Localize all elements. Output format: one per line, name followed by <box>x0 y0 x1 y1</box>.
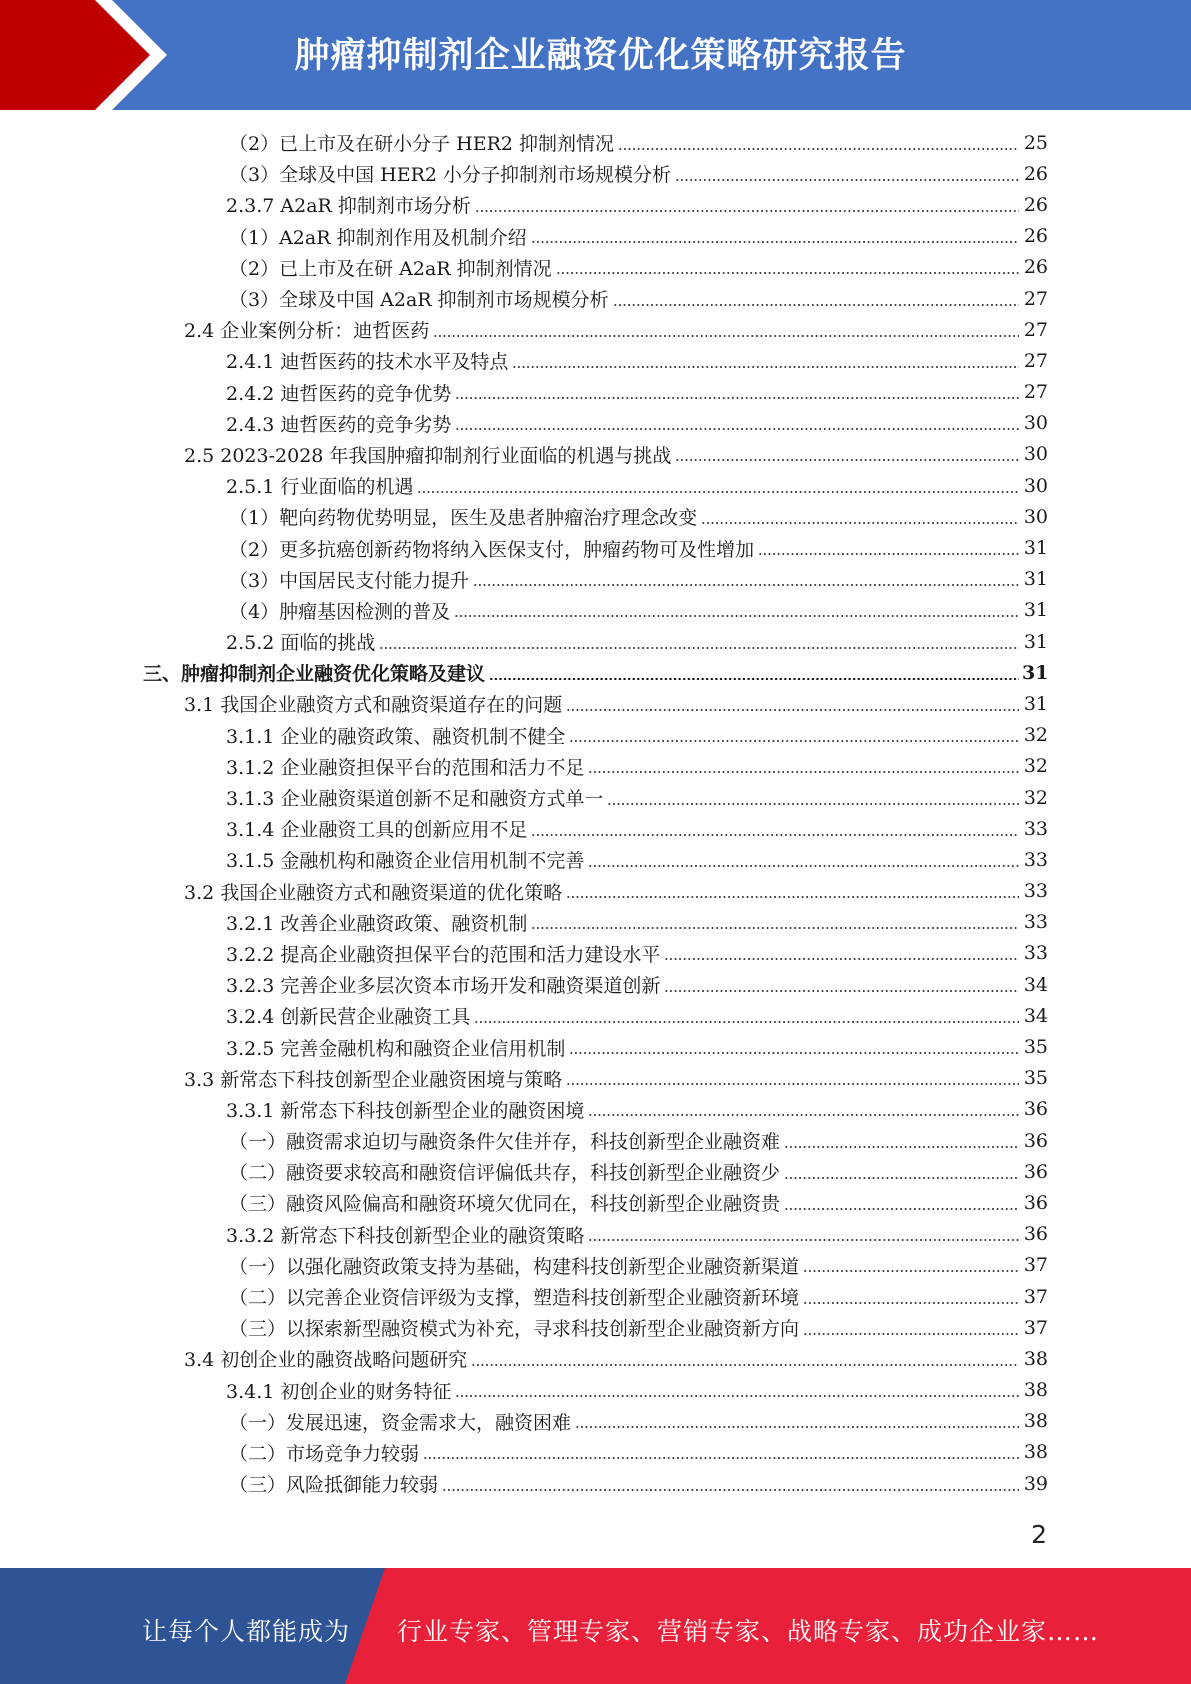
toc-entry[interactable] <box>229 1468 1048 1499</box>
toc-dot-leader <box>473 584 1019 586</box>
toc-dot-leader <box>675 179 1019 181</box>
toc-dot-leader <box>566 709 1019 711</box>
toc-dot-leader <box>569 1052 1019 1054</box>
toc-entry-title: （一）以强化融资政策支持为基础，构建科技创新型企业融资新渠道 <box>229 1255 800 1278</box>
toc-entry[interactable] <box>229 1156 1048 1187</box>
toc-dot-leader <box>588 1239 1019 1241</box>
toc-entry-title: （三）以探索新型融资模式为补充，寻求科技创新型企业融资新方向 <box>229 1318 800 1341</box>
toc-entry-page: 27 <box>1023 381 1048 404</box>
toc-entry-page: 38 <box>1023 1379 1048 1402</box>
toc-dot-leader <box>758 553 1019 555</box>
toc-entry-page: 34 <box>1023 973 1048 996</box>
toc-entry[interactable] <box>184 876 1048 907</box>
toc-entry-title: 3.3.2 新常态下科技创新型企业的融资策略 <box>226 1224 585 1247</box>
toc-entry-page: 31 <box>1023 537 1048 560</box>
toc-entry-title: 3.1.3 企业融资渠道创新不足和融资方式单一 <box>226 788 604 811</box>
toc-dot-leader <box>575 1426 1019 1428</box>
toc-entry-title: （1）靶向药物优势明显，医生及患者肿瘤治疗理念改变 <box>229 507 698 530</box>
toc-entry[interactable] <box>229 1312 1048 1343</box>
toc-entry[interactable] <box>226 720 1048 751</box>
toc-entry-title: （2）已上市及在研 A2aR 抑制剂情况 <box>229 257 552 280</box>
toc-entry[interactable] <box>226 1031 1048 1062</box>
toc-entry-title: 2.5.1 行业面临的机遇 <box>226 476 414 499</box>
toc-dot-leader <box>569 740 1019 742</box>
toc-entry[interactable] <box>226 969 1048 1000</box>
toc-entry[interactable] <box>229 221 1048 252</box>
toc-dot-leader <box>784 1177 1019 1179</box>
page-header <box>0 0 1191 110</box>
toc-entry-page: 26 <box>1023 256 1048 279</box>
toc-entry-page: 38 <box>1023 1347 1048 1370</box>
toc-entry-title: （1）A2aR 抑制剂作用及机制介绍 <box>229 226 527 249</box>
toc-entry-page: 37 <box>1023 1285 1048 1308</box>
toc-entry-page: 36 <box>1023 1098 1048 1121</box>
toc-entry-title: （2）已上市及在研小分子 HER2 抑制剂情况 <box>229 133 615 156</box>
toc-dot-leader <box>664 958 1019 960</box>
toc-entry[interactable] <box>226 938 1048 969</box>
toc-entry-title: （一）发展迅速，资金需求大，融资困难 <box>229 1411 572 1434</box>
toc-dot-leader <box>455 397 1019 399</box>
toc-dot-leader <box>588 1114 1019 1116</box>
toc-entry[interactable] <box>229 1437 1048 1468</box>
toc-entry[interactable] <box>229 501 1048 532</box>
toc-dot-leader <box>442 1489 1019 1491</box>
toc-entry[interactable] <box>184 1063 1048 1094</box>
toc-entry-page: 32 <box>1023 755 1048 778</box>
toc-entry-page: 34 <box>1023 1004 1048 1027</box>
toc-entry[interactable] <box>229 1281 1048 1312</box>
toc-entry[interactable] <box>226 907 1048 938</box>
toc-entry[interactable] <box>229 283 1048 314</box>
toc-entry-title: 2.4.1 迪哲医药的技术水平及特点 <box>226 351 509 374</box>
toc-entry-page: 33 <box>1023 911 1048 934</box>
toc-entry-title: 2.5.2 面临的挑战 <box>226 632 376 655</box>
toc-entry-title: 3.1.5 金融机构和融资企业信用机制不完善 <box>226 850 585 873</box>
table-of-contents <box>0 127 1191 1499</box>
toc-entry-title: （三）风险抵御能力较弱 <box>229 1474 439 1497</box>
toc-entry-page: 35 <box>1023 1036 1048 1059</box>
toc-entry[interactable] <box>229 1125 1048 1156</box>
toc-entry[interactable] <box>226 1094 1048 1125</box>
toc-entry-title: 3.3.1 新常态下科技创新型企业的融资困境 <box>226 1099 585 1122</box>
toc-dot-leader <box>556 272 1019 274</box>
toc-dot-leader <box>613 304 1019 306</box>
toc-entry-page: 32 <box>1023 724 1048 747</box>
toc-entry-title: 3.2.2 提高企业融资担保平台的范围和活力建设水平 <box>226 943 661 966</box>
toc-entry-page: 31 <box>1023 599 1048 622</box>
toc-dot-leader <box>489 678 1019 680</box>
toc-entry-page: 27 <box>1023 349 1048 372</box>
toc-entry-title: 3.1.2 企业融资担保平台的范围和活力不足 <box>226 756 585 779</box>
toc-dot-leader <box>803 1270 1019 1272</box>
toc-dot-leader <box>803 1302 1019 1304</box>
toc-entry[interactable] <box>226 844 1048 875</box>
toc-entry-title: （二）以完善企业资信评级为支撑，塑造科技创新型企业融资新环境 <box>229 1287 800 1310</box>
toc-entry[interactable] <box>226 408 1048 439</box>
toc-entry-title: 3.1.1 企业的融资政策、融资机制不健全 <box>226 725 566 748</box>
toc-entry-title: 3.1 我国企业融资方式和融资渠道存在的问题 <box>184 694 563 717</box>
page-number: 2 <box>1031 1520 1047 1549</box>
toc-entry[interactable] <box>143 657 1048 688</box>
toc-entry-title: 3.2.4 创新民营企业融资工具 <box>226 1006 471 1029</box>
toc-entry-page: 30 <box>1023 412 1048 435</box>
toc-entry[interactable] <box>184 439 1048 470</box>
toc-entry-title: 3.4.1 初创企业的财务特征 <box>226 1380 452 1403</box>
footer-slogan-right: 行业专家、管理专家、营销专家、战略专家、成功企业家…… <box>397 1617 1100 1646</box>
toc-dot-leader <box>803 1333 1019 1335</box>
toc-entry[interactable] <box>229 1250 1048 1281</box>
toc-entry[interactable] <box>226 626 1048 657</box>
toc-entry[interactable] <box>229 127 1048 158</box>
toc-entry[interactable] <box>229 1187 1048 1218</box>
toc-entry-page: 27 <box>1023 287 1048 310</box>
footer-slogan-left: 让每个人都能成为 <box>142 1617 351 1646</box>
toc-entry-page: 32 <box>1023 786 1048 809</box>
toc-entry[interactable] <box>184 688 1048 719</box>
toc-entry-page: 37 <box>1023 1316 1048 1339</box>
toc-entry-title: 3.3 新常态下科技创新型企业融资困境与策略 <box>184 1068 563 1091</box>
toc-entry-page: 31 <box>1023 630 1048 653</box>
toc-dot-leader <box>455 1395 1019 1397</box>
toc-dot-leader <box>474 1021 1019 1023</box>
toc-entry-title: 三、肿瘤抑制剂企业融资优化策略及建议 <box>143 663 486 686</box>
toc-entry[interactable] <box>226 470 1048 501</box>
toc-dot-leader <box>566 896 1019 898</box>
toc-entry-page: 36 <box>1023 1191 1048 1214</box>
toc-entry-title: 3.2.5 完善金融机构和融资企业信用机制 <box>226 1037 566 1060</box>
toc-entry-title: （4）肿瘤基因检测的普及 <box>229 600 451 623</box>
toc-entry-title: 2.4 企业案例分析：迪哲医药 <box>184 320 430 343</box>
toc-entry-page: 30 <box>1023 474 1048 497</box>
toc-entry-page: 26 <box>1023 162 1048 185</box>
toc-entry[interactable] <box>229 532 1048 563</box>
toc-entry-page: 26 <box>1023 193 1048 216</box>
report-title: 肿瘤抑制剂企业融资优化策略研究报告 <box>294 36 907 76</box>
toc-dot-leader <box>471 1364 1019 1366</box>
toc-entry[interactable] <box>226 813 1048 844</box>
toc-entry-page: 27 <box>1023 318 1048 341</box>
toc-entry[interactable] <box>229 564 1048 595</box>
toc-dot-leader <box>675 459 1019 461</box>
toc-entry-title: 2.4.3 迪哲医药的竞争劣势 <box>226 413 452 436</box>
toc-entry-page: 33 <box>1023 817 1048 840</box>
toc-entry-page: 36 <box>1023 1129 1048 1152</box>
toc-entry[interactable] <box>226 1375 1048 1406</box>
toc-entry[interactable] <box>226 1219 1048 1250</box>
toc-entry-title: （二）融资要求较高和融资信评偏低共存，科技创新型企业融资少 <box>229 1162 781 1185</box>
toc-entry-page: 31 <box>1023 692 1048 715</box>
toc-entry[interactable] <box>184 314 1048 345</box>
toc-entry-page: 33 <box>1023 942 1048 965</box>
toc-dot-leader <box>531 927 1019 929</box>
toc-entry-title: 2.5 2023-2028 年我国肿瘤抑制剂行业面临的机遇与挑战 <box>184 444 672 467</box>
toc-entry[interactable] <box>226 782 1048 813</box>
toc-dot-leader <box>379 647 1019 649</box>
toc-entry[interactable] <box>229 158 1048 189</box>
toc-entry-title: （3）中国居民支付能力提升 <box>229 569 470 592</box>
toc-entry-title: （3）全球及中国 A2aR 抑制剂市场规模分析 <box>229 289 609 312</box>
toc-entry-title: （二）市场竞争力较弱 <box>229 1442 420 1465</box>
toc-dot-leader <box>701 522 1019 524</box>
toc-dot-leader <box>784 1208 1019 1210</box>
toc-dot-leader <box>618 148 1019 150</box>
toc-entry-title: 2.3.7 A2aR 抑制剂市场分析 <box>226 195 471 218</box>
toc-dot-leader <box>475 210 1019 212</box>
toc-entry-page: 26 <box>1023 225 1048 248</box>
toc-dot-leader <box>512 366 1019 368</box>
toc-entry[interactable] <box>184 1343 1048 1374</box>
toc-entry-page: 33 <box>1023 880 1048 903</box>
toc-dot-leader <box>588 771 1019 773</box>
toc-dot-leader <box>531 241 1019 243</box>
toc-entry-page: 37 <box>1023 1254 1048 1277</box>
toc-entry-title: 3.2 我国企业融资方式和融资渠道的优化策略 <box>184 881 563 904</box>
toc-dot-leader <box>664 990 1019 992</box>
toc-dot-leader <box>433 335 1019 337</box>
toc-dot-leader <box>588 865 1019 867</box>
toc-entry-title: 3.1.4 企业融资工具的创新应用不足 <box>226 819 528 842</box>
toc-entry[interactable] <box>229 252 1048 283</box>
toc-dot-leader <box>566 1083 1019 1085</box>
toc-entry-page: 38 <box>1023 1441 1048 1464</box>
toc-entry[interactable] <box>226 345 1048 376</box>
page-footer <box>0 1568 1191 1684</box>
toc-entry-page: 25 <box>1023 131 1048 154</box>
toc-dot-leader <box>417 491 1019 493</box>
toc-entry[interactable] <box>229 595 1048 626</box>
toc-entry-title: 3.2.1 改善企业融资政策、融资机制 <box>226 912 528 935</box>
toc-entry-page: 31 <box>1022 661 1049 684</box>
toc-entry[interactable] <box>226 1000 1048 1031</box>
toc-dot-leader <box>423 1457 1019 1459</box>
toc-entry-page: 36 <box>1023 1223 1048 1246</box>
toc-entry[interactable] <box>226 189 1048 220</box>
toc-dot-leader <box>455 428 1019 430</box>
toc-entry-title: 3.2.3 完善企业多层次资本市场开发和融资渠道创新 <box>226 975 661 998</box>
toc-entry-title: （2）更多抗癌创新药物将纳入医保支付，肿瘤药物可及性增加 <box>229 538 755 561</box>
toc-entry[interactable] <box>229 1406 1048 1437</box>
toc-entry-title: （三）融资风险偏高和融资环境欠优同在，科技创新型企业融资贵 <box>229 1193 781 1216</box>
toc-entry[interactable] <box>226 377 1048 408</box>
toc-entry-page: 39 <box>1023 1472 1048 1495</box>
toc-entry-page: 30 <box>1023 505 1048 528</box>
toc-entry-title: 3.4 初创企业的融资战略问题研究 <box>184 1349 468 1372</box>
toc-dot-leader <box>531 834 1019 836</box>
toc-entry-title: （3）全球及中国 HER2 小分子抑制剂市场规模分析 <box>229 164 672 187</box>
toc-entry-page: 36 <box>1023 1160 1048 1183</box>
toc-dot-leader <box>454 615 1019 617</box>
toc-entry[interactable] <box>226 751 1048 782</box>
toc-entry-page: 38 <box>1023 1410 1048 1433</box>
toc-dot-leader <box>784 1146 1019 1148</box>
toc-entry-page: 31 <box>1023 568 1048 591</box>
toc-entry-title: 2.4.2 迪哲医药的竞争优势 <box>226 382 452 405</box>
toc-entry-title: （一）融资需求迫切与融资条件欠佳并存，科技创新型企业融资难 <box>229 1131 781 1154</box>
toc-entry-page: 33 <box>1023 848 1048 871</box>
toc-entry-page: 30 <box>1023 443 1048 466</box>
toc-dot-leader <box>607 803 1019 805</box>
toc-entry-page: 35 <box>1023 1067 1048 1090</box>
